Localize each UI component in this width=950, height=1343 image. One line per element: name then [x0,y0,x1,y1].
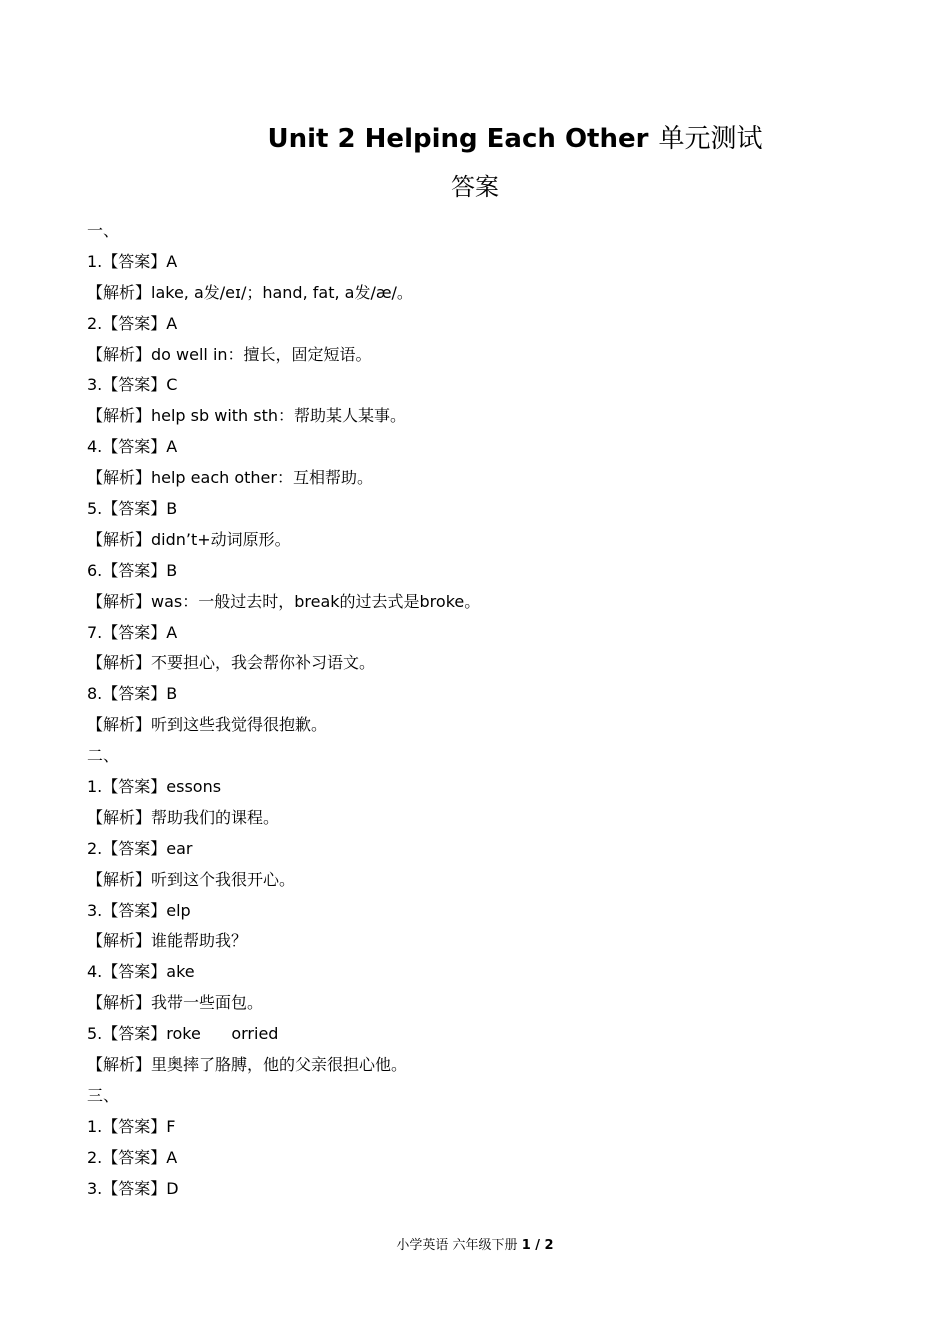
answer-line: 6.【答案】B [87,560,178,580]
answer-line: 3.【答案】D [87,1178,179,1198]
answer-line: 1.【答案】F [87,1116,176,1136]
page-footer [0,1236,950,1256]
answer-line: 2.【答案】A [87,1147,178,1167]
explanation-line: 【解析】里奥摔了胳膊，他的父亲很担心他。 [87,1055,408,1075]
answer-line: 2.【答案】ear [87,838,193,858]
answer-line: 3.【答案】elp [87,900,191,920]
answer-line: 8.【答案】B [87,684,178,704]
explanation-line: 【解析】谁能帮助我？ [87,931,248,951]
answer-line: 5.【答案】roke orried [87,1024,279,1044]
answer-line: 4.【答案】ake [87,962,195,982]
page-title [0,122,950,156]
explanation-line: 【解析】听到这个我很开心。 [87,869,296,889]
page-subtitle: 答案 [451,173,499,201]
section-heading: 二、 [87,746,120,766]
explanation-line: 【解析】was：一般过去时，break的过去式是broke。 [87,591,481,611]
answer-list [87,216,867,1205]
explanation-line: 【解析】help each other：互相帮助。 [87,468,373,488]
answer-line: 3.【答案】C [87,375,178,395]
answer-line: 1.【答案】essons [87,777,222,797]
explanation-line: 【解析】help sb with sth：帮助某人某事。 [87,406,407,426]
explanation-line: 【解析】do well in：擅长，固定短语。 [87,344,372,364]
answer-line: 7.【答案】A [87,622,178,642]
section-heading: 一、 [87,221,120,240]
explanation-line: 【解析】不要担心，我会帮你补习语文。 [87,653,376,673]
footer-text: 小学英语 六年级下册 [396,1238,518,1253]
explanation-line: 【解析】听到这些我觉得很抱歉。 [87,715,328,735]
section-heading: 三、 [87,1085,120,1105]
explanation-line: 【解析】帮助我们的课程。 [87,807,280,827]
answer-line: 5.【答案】B [87,499,178,519]
explanation-line: 【解析】我带一些面包。 [87,993,264,1013]
explanation-line: 【解析】lake, a发/eɪ/；hand, fat, a发/æ/。 [87,282,413,302]
answer-line: 4.【答案】A [87,437,178,457]
explanation-line: 【解析】didn’t+动词原形。 [87,529,291,549]
answer-line: 1.【答案】A [87,251,178,271]
answer-line: 2.【答案】A [87,313,178,333]
page-number: 1 / 2 [521,1238,554,1253]
title-chinese: 单元测试 [658,124,763,154]
title-english: Unit 2 Helping Each Other [267,124,649,154]
